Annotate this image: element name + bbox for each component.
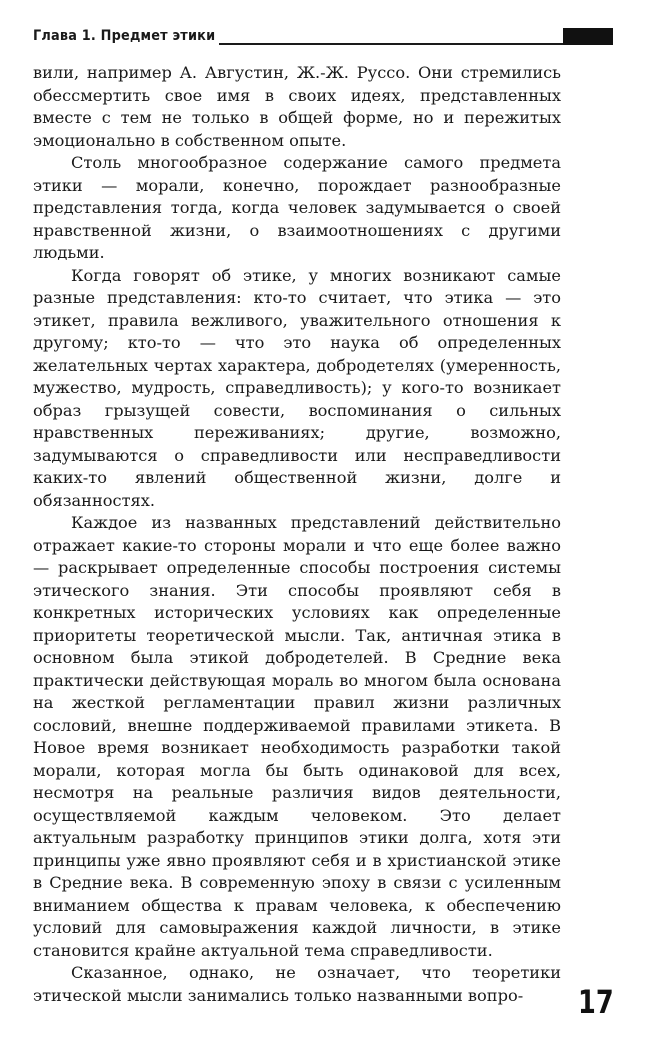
paragraph-5: Сказанное, однако, не означает, что теоретики этической мысли занимались только названными вопро- xyxy=(33,963,561,1005)
paragraph-1: вили, например А. Августин, Ж.-Ж. Руссо. Они стремились обессмертить свое имя в своих идеях, представленных вместе с тем не только в общей форме, но и пережитых эмоционально в собственном опыте. xyxy=(33,63,561,150)
header-rule xyxy=(219,43,613,45)
page-number: 17 xyxy=(578,983,614,1021)
chapter-title: Глава 1. Предмет этики xyxy=(33,28,216,44)
paragraph-3: Когда говорят об этике, у многих возникают самые разные представления: кто-то считает, что этика — это этикет, правила вежливого, уважительного отношения к другому; кто-то — что это наука об определенных желательных чертах характера, добродетелях (умеренность, мужество, мудрость, справедливость); у кого-то возникает образ грызущей совести, воспоминания о сильных нравственных переживаниях; другие, возможно, задумываются о справедливости или несправедливости каких-то явлений общественной жизни, долге и обязанностях. xyxy=(33,265,561,510)
paragraph-2: Столь многообразное содержание самого предмета этики — морали, конечно, порождает разнообразные представления тогда, когда человек задумывается о своей нравственной жизни, о взаимоотношениях с другими людьми. xyxy=(33,153,561,262)
body-text xyxy=(33,62,561,1007)
paragraph-4: Каждое из названных представлений действительно отражает какие-то стороны морали и что еще более важно — раскрывает определенные способы построения системы этического знания. Эти способы проявляют себя в конкретных исторических условиях как определенные приоритеты теоретической мысли. Так, античная этика в основном была этикой добродетелей. В Средние века практически действующая мораль во многом была основана на жесткой регламентации правил жизни различных сословий, внешне поддерживаемой правилами этикета. В Новое время возникает необходимость разработки такой морали, которая могла бы быть одинаковой для всех, несмотря на реальные различия видов деятельности, осуществляемой каждым человеком. Это делает актуальным разработку принципов этики долга, хотя эти принципы уже явно проявляют себя и в христианской этике в Средние века. В современную эпоху в связи с усиленным вниманием общества к правам человека, к обеспечению условий для самовыражения каждой личности, в этике становится крайне актуальной тема справедливости. xyxy=(33,513,561,960)
running-header xyxy=(33,28,613,50)
header-block xyxy=(563,28,613,45)
